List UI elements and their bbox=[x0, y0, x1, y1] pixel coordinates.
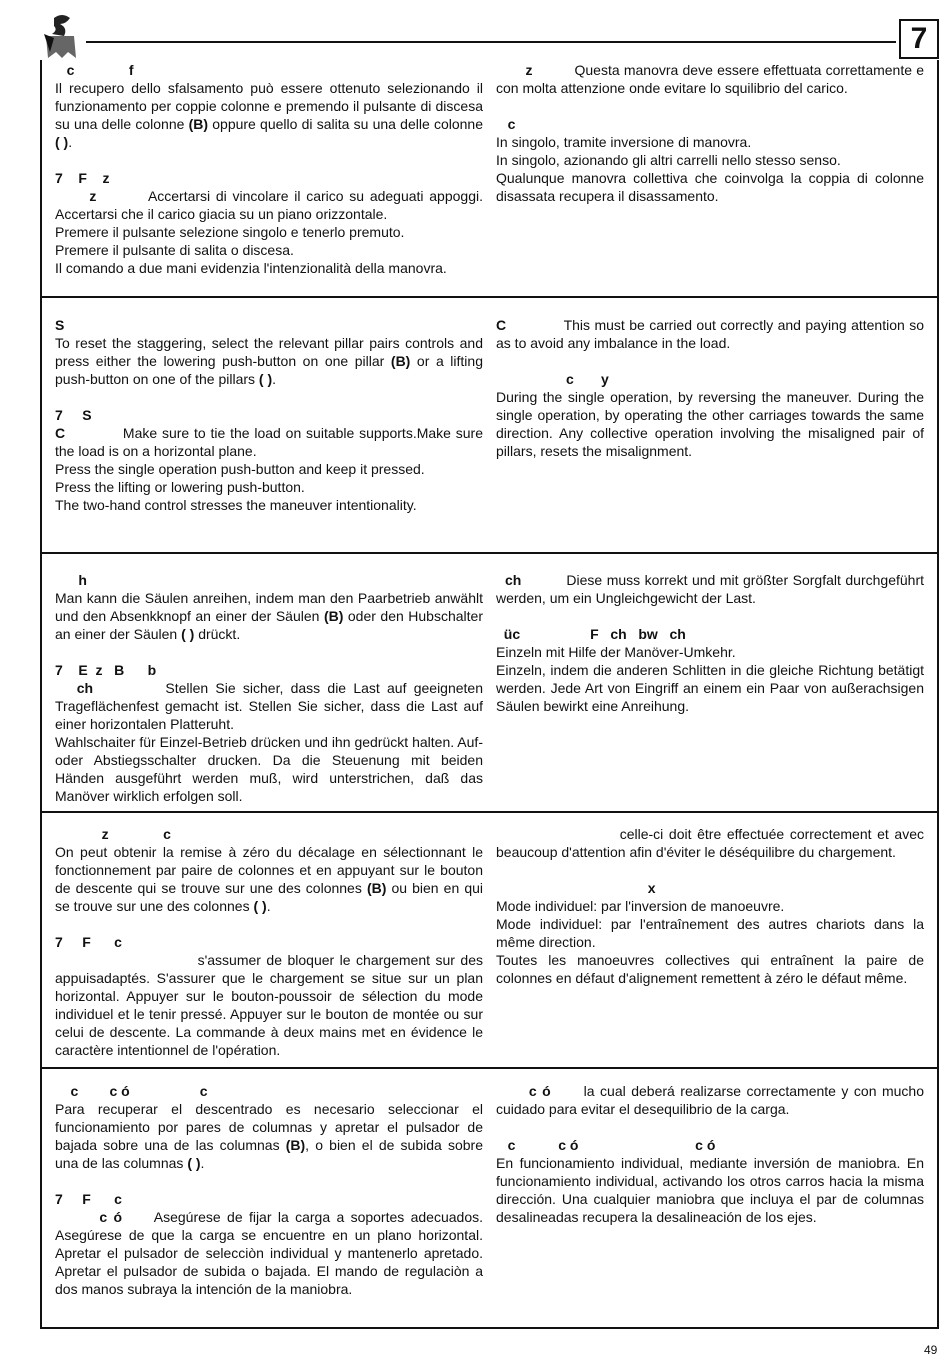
instruction-line: Press the single operation push-button and keep it pressed. bbox=[55, 461, 425, 477]
section-divider bbox=[40, 296, 939, 298]
section-heading: c c ó c bbox=[55, 1083, 208, 1099]
lead-label: z bbox=[496, 62, 575, 78]
right-column bbox=[496, 825, 924, 987]
text: Asegúrese de fijar la carga a soportes adecuados. Asegúrese de que la carga se encuentre en un plano horizontal. Apretar el pulsador de selecciòn individual y mantenerlo apretado. Apretar el pulsador de subida o bajada. El mando de regulaciòn a dos manos subraya la intención de la maniobra. bbox=[55, 1209, 483, 1297]
text: oder den Hubschalter an einer der Säulen bbox=[55, 608, 483, 642]
caution-paragraph bbox=[496, 316, 924, 352]
text: drückt. bbox=[194, 626, 241, 642]
reset-paragraph bbox=[55, 1100, 483, 1172]
section-heading: c f bbox=[55, 62, 134, 78]
section-divider bbox=[40, 811, 939, 813]
left-column bbox=[55, 1082, 483, 1298]
text: s'assumer de bloquer le chargement sur des appuisadaptés. S'assurer que le chargement se situe sur un plan horizontal. Appuyer sur le bouton-poussoir de sélection du mode individuel et le tenir pressé. Appuyer sur le bouton de montée ou sur celui de descente. La commande à deux mains met en évidence le caractère intentionnel de l'opération. bbox=[55, 952, 483, 1058]
ref-b: (B) bbox=[188, 116, 209, 132]
reset-paragraph bbox=[55, 334, 483, 388]
recovery-line: En funcionamiento individual, mediante inversión de maniobra. En funcionamiento individual, activando los otros carros hacia la misma dirección. Una cualquier maniobra que incluya el par de columnas desalineadas recupera la desalineación de los ejes. bbox=[496, 1155, 924, 1225]
warning-paragraph bbox=[55, 1208, 483, 1298]
recovery-line: Mode individuel: par l'entraînement des autres chariots dans la même direction. bbox=[496, 916, 924, 950]
subsection-heading: 7 S bbox=[55, 407, 92, 423]
instruction-line: Premere il pulsante di salita o discesa. bbox=[55, 242, 294, 258]
text: celle-ci doit être effectuée correctement et avec beaucoup d'attention afin d'éviter le déséquilibre du chargement. bbox=[496, 826, 925, 860]
instruction-line: Press the lifting or lowering push-button. bbox=[55, 479, 305, 495]
recovery-line: Toutes les manoeuvres collectives qui entraînent la paire de colonnes en défaut d'alignement remettent à zéro le défaut même. bbox=[496, 952, 924, 986]
ref-a: ( ) bbox=[181, 626, 195, 642]
warning-paragraph bbox=[55, 424, 483, 460]
text: This must be carried out correctly and paying attention so as to avoid any imbalance in the load. bbox=[496, 317, 924, 351]
header-rule bbox=[86, 41, 896, 43]
text: Diese muss korrekt und mit größter Sorgfalt durchgeführt werden, um ein Ungleichgewicht der Last. bbox=[496, 572, 924, 606]
lead-label: z bbox=[55, 188, 148, 204]
lead-label bbox=[55, 952, 198, 968]
ref-a: ( ) bbox=[253, 898, 267, 914]
section-heading: S bbox=[55, 317, 65, 333]
subsection-heading: c c ó c ó bbox=[496, 1137, 716, 1153]
lead-label: ch bbox=[55, 680, 166, 696]
subsection-heading: üc F ch bw ch bbox=[496, 626, 686, 642]
text: Para recuperar el descentrado es necesario seleccionar el funcionamiento por pares de columnas y apretar el pulsador de bajada sobre una de las columnas bbox=[55, 1101, 483, 1153]
caution-paragraph bbox=[496, 571, 924, 607]
left-column bbox=[55, 571, 483, 805]
lead-label: ch bbox=[496, 572, 567, 588]
lead-label: c ó bbox=[496, 1083, 584, 1099]
ref-b: (B) bbox=[323, 608, 344, 624]
section-divider bbox=[40, 552, 939, 554]
text: . bbox=[266, 898, 271, 914]
text: Make sure to tie the load on suitable supports.Make sure the load is on a horizontal plane. bbox=[55, 425, 483, 459]
chapter-number-box: 7 bbox=[899, 19, 939, 59]
instruction-line: Il comando a due mani evidenzia l'intenzionalità della manovra. bbox=[55, 260, 447, 276]
text: Questa manovra deve essere effettuata correttamente e con molta attenzione onde evitare lo squilibrio del carico. bbox=[496, 62, 925, 96]
right-column bbox=[496, 61, 924, 205]
lead-label: c ó bbox=[55, 1209, 154, 1225]
ref-a: ( ) bbox=[258, 371, 273, 387]
warning-paragraph bbox=[55, 187, 483, 223]
recovery-line: Einzeln, indem die anderen Schlitten in die gleiche Richtung betätigt werden. Jede Art von Eingriff an einem ein Paar von außerachsigen Säulen bewirkt eine Anreihung. bbox=[496, 662, 924, 714]
recovery-line: Einzeln mit Hilfe der Manöver-Umkehr. bbox=[496, 644, 736, 660]
ref-b: (B) bbox=[366, 880, 387, 896]
ref-a: ( ) bbox=[55, 134, 69, 150]
caution-paragraph bbox=[496, 825, 924, 861]
subsection-heading: 7 F c bbox=[55, 934, 122, 950]
text: To reset the staggering, select the relevant pillar pairs controls and press either the lowering push-button on one pillar bbox=[55, 335, 483, 369]
instruction-line: The two-hand control stresses the maneuver intentionality. bbox=[55, 497, 417, 513]
text: Il recupero dello sfalsamento può essere ottenuto selezionando il funzionamento per coppie colonne e premendo il pulsante di discesa su una delle colonne bbox=[55, 80, 483, 132]
frame-left bbox=[40, 60, 42, 1329]
section-divider bbox=[40, 1067, 939, 1069]
subsection-heading: 7 F c bbox=[55, 1191, 122, 1207]
warning-paragraph bbox=[55, 951, 483, 1059]
text: Stellen Sie sicher, dass die Last auf geeigneten Trageflächenfest gemacht ist. Stellen Sie sicher, dass die Last auf einer horizontalen Platteruht. bbox=[55, 680, 484, 732]
subsection-heading: 7 E z B b bbox=[55, 662, 157, 678]
caution-paragraph bbox=[496, 61, 924, 97]
lead-label: C bbox=[55, 425, 123, 441]
section-heading: z c bbox=[55, 826, 171, 842]
warning-paragraph bbox=[55, 679, 483, 733]
lead-label: C bbox=[496, 317, 564, 333]
recovery-line: In singolo, tramite inversione di manovra. bbox=[496, 134, 752, 150]
text: or a lifting push-button on one of the pillars bbox=[55, 353, 483, 387]
ref-b: (B) bbox=[285, 1137, 306, 1153]
instruction-line: Premere il pulsante selezione singolo e tenerlo premuto. bbox=[55, 224, 405, 240]
text: oppure quello di salita su una delle colonne bbox=[208, 116, 484, 132]
text: ou bien en qui se trouve sur une des colonnes bbox=[55, 880, 483, 914]
subsection-heading: c y bbox=[496, 371, 609, 387]
frame-right bbox=[937, 60, 939, 1329]
subsection-heading: 7 F z bbox=[55, 170, 110, 186]
subsection-heading: c bbox=[496, 116, 516, 132]
subsection-heading: x bbox=[496, 880, 656, 896]
text: , o bien el de subida sobre una de las columnas bbox=[55, 1137, 483, 1171]
text: . bbox=[200, 1155, 205, 1171]
recovery-line: During the single operation, by reversing the maneuver. During the single operation, by operating the other carriages towards the same direction. Any collective operation involving the misaligned pair of pillars, resets the misalignment. bbox=[496, 389, 924, 459]
text: la cual deberá realizarse correctamente y con mucho cuidado para evitar el desequilibrio de la carga. bbox=[496, 1083, 924, 1117]
right-column bbox=[496, 316, 924, 460]
text: On peut obtenir la remise à zéro du décalage en sélectionnant le fonctionnement par paire de colonnes et en appuyant sur le bouton de descente qui se trouve sur une des colonnes bbox=[55, 844, 483, 896]
recovery-line: Qualunque manovra collettiva che coinvolga la coppia di colonne disassata recupera il disassamento. bbox=[496, 170, 924, 204]
text: . bbox=[68, 134, 73, 150]
brand-logo bbox=[40, 12, 80, 60]
right-column bbox=[496, 571, 924, 715]
left-column bbox=[55, 825, 483, 1059]
text: . bbox=[272, 371, 277, 387]
reset-paragraph bbox=[55, 589, 483, 643]
left-column bbox=[55, 316, 483, 514]
text: Accertarsi di vincolare il carico su adeguati appoggi. Accertarsi che il carico giacia su un piano orizzontale. bbox=[55, 188, 483, 222]
lead-label bbox=[496, 826, 620, 842]
instruction-line: Wahlschaiter für Einzel-Betrieb drücken und ihn gedrückt halten. Auf- oder Abstiegsschalter drucken. Da die Steuenung mit beiden Händen ausgeführt werden muß, wird unterstrichen, daß das Manöver wirklich erfolgen soll. bbox=[55, 734, 483, 804]
left-column bbox=[55, 61, 483, 277]
reset-paragraph bbox=[55, 79, 483, 151]
text: Man kann die Säulen anreihen, indem man den Paarbetrieb anwählt und den Absenkknopf an einer der Säulen bbox=[55, 590, 483, 624]
section-heading: h bbox=[55, 572, 87, 588]
recovery-line: In singolo, azionando gli altri carrelli nello stesso senso. bbox=[496, 152, 841, 168]
ref-a: ( ) bbox=[187, 1155, 201, 1171]
right-column bbox=[496, 1082, 924, 1226]
page-number: 49 bbox=[924, 1343, 938, 1357]
caution-paragraph bbox=[496, 1082, 924, 1118]
section-divider bbox=[40, 1327, 939, 1329]
ref-b: (B) bbox=[390, 353, 411, 369]
reset-paragraph bbox=[55, 843, 483, 915]
recovery-line: Mode individuel: par l'inversion de manoeuvre. bbox=[496, 898, 785, 914]
